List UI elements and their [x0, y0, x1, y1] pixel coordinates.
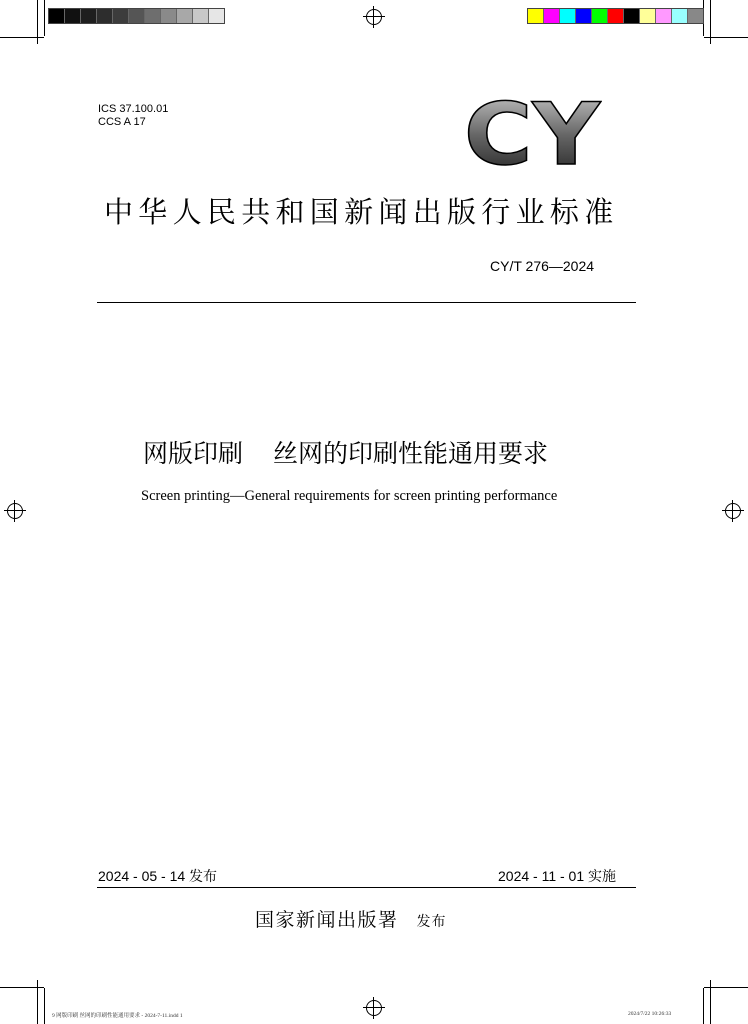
gray-swatch [177, 9, 193, 23]
gray-swatch [49, 9, 65, 23]
color-swatch [528, 9, 544, 23]
crop-mark [710, 0, 711, 44]
color-swatch [576, 9, 592, 23]
print-slug-timestamp: 2024/7/22 10:26:33 [628, 1011, 672, 1017]
print-slug-file: 9 网版印刷 丝网的印刷性能通用要求 - 2024-7-11.indd 1 [52, 1013, 183, 1019]
color-swatch [560, 9, 576, 23]
crop-mark [37, 980, 38, 1024]
gray-swatch [129, 9, 145, 23]
crop-mark [710, 980, 711, 1024]
gray-swatch [97, 9, 113, 23]
gray-swatch [193, 9, 209, 23]
color-swatch [640, 9, 656, 23]
color-swatch [544, 9, 560, 23]
color-swatch [624, 9, 640, 23]
gray-swatch [81, 9, 97, 23]
publisher [255, 905, 447, 932]
chinese-title-part1: 网版印刷 [143, 439, 244, 468]
ccs-code: CCS A 17 [98, 116, 146, 128]
publisher-name: 国家新闻出版署 [255, 909, 399, 931]
header-divider [97, 302, 636, 303]
registration-mark [363, 6, 385, 28]
color-swatch [672, 9, 688, 23]
english-title: Screen printing—General requirements for screen printing performance [141, 488, 558, 504]
gray-swatch [161, 9, 177, 23]
gray-swatch [113, 9, 129, 23]
color-calibration-bar [527, 8, 704, 24]
footer-divider [97, 887, 636, 888]
crop-mark [703, 988, 704, 1024]
registration-mark [722, 500, 744, 522]
registration-mark [363, 997, 385, 1019]
chinese-title-part2: 丝网的印刷性能通用要求 [273, 439, 549, 468]
org-title: 中华人民共和国新闻出版行业标准 [104, 195, 619, 229]
classification-codes [98, 103, 168, 129]
gray-swatch [145, 9, 161, 23]
gray-swatch [209, 9, 224, 23]
color-swatch [656, 9, 672, 23]
crop-mark [44, 0, 45, 36]
publisher-label: 发布 [416, 914, 447, 930]
crop-mark [44, 988, 45, 1024]
color-swatch [592, 9, 608, 23]
cy-logo [462, 92, 602, 172]
registration-mark [4, 500, 26, 522]
color-swatch [608, 9, 624, 23]
effective-date: 2024 - 11 - 01 实施 [498, 868, 617, 884]
gray-swatch [65, 9, 81, 23]
ics-code: ICS 37.100.01 [98, 103, 169, 115]
chinese-title [143, 434, 548, 470]
cy-logo-text: CY [464, 92, 602, 172]
crop-mark [37, 0, 38, 44]
gray-calibration-bar [48, 8, 225, 24]
issue-date: 2024 - 05 - 14 发布 [98, 868, 218, 884]
standard-number: CY/T 276—2024 [490, 258, 595, 274]
color-swatch [688, 9, 703, 23]
